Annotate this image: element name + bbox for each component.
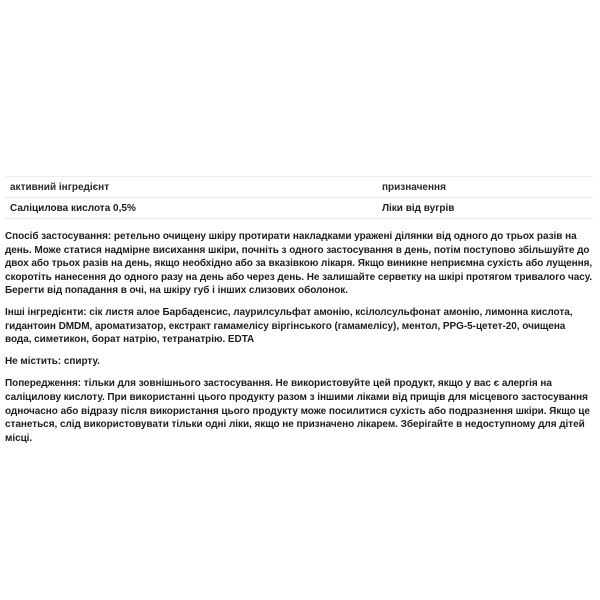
table-header-row (5, 177, 593, 198)
warning-paragraph: Попередження: тільки для зовнішнього застосування. Не використовуйте цей продукт, якщо у вас є алергія на саліцилову кислоту. При використанні цього продукту разом з іншими ліками від прищів для місцевого застосування одночасно або відразу після використання цього продукту може посилитися сухість або подразнення шкіри. Якщо це станеться, слід використовувати тільки одні ліки, якщо не призначено лікарем. Зберігайте в недоступному для дітей місці. (5, 378, 590, 444)
header-purpose: призначення (382, 181, 446, 193)
usage-paragraph: Спосіб застосування: ретельно очищену шкіру протирати накладками уражені ділянки від одного до трьох разів на день. Може статися надмірне висихання шкіри, почніть з одного застосування в день, потім поступово збільшуйте до двох або трьох разів на день, якщо необхідно або за вказівкою лікаря. Якщо виникне неприємна сухість або лущення, скоротіть нанесення до одного разу на день або через день. Не залишайте серветку на шкірі протягом тривалого часу. Берегти від попадання в очі, на шкіру губ і інших слизових оболонок. (5, 231, 593, 297)
ingredient-table (5, 176, 593, 219)
other-ingredients-paragraph: Інші інгредієнти: сік листя алое Барбаденсис, лаурилсульфат амонію, ксілолсульфонат амонію, лимонна кислота, гидантоин DMDM, ароматизатор, екстракт гамамелісу віргінського (гамамелісу), ментол, PPG-5-цетет-20, очищена вода, симетикон, борат натрію, тетранатрію. EDTA (5, 306, 573, 346)
cell-active-ingredient: Саліцилова кислота 0,5% (10, 202, 136, 214)
table-row (5, 198, 593, 219)
cell-purpose: Ліки від вугрів (382, 202, 455, 214)
does-not-contain-paragraph: Не містить: спирту. (5, 355, 100, 367)
header-active-ingredient: активний інгредієнт (10, 181, 110, 193)
product-info (5, 176, 593, 445)
